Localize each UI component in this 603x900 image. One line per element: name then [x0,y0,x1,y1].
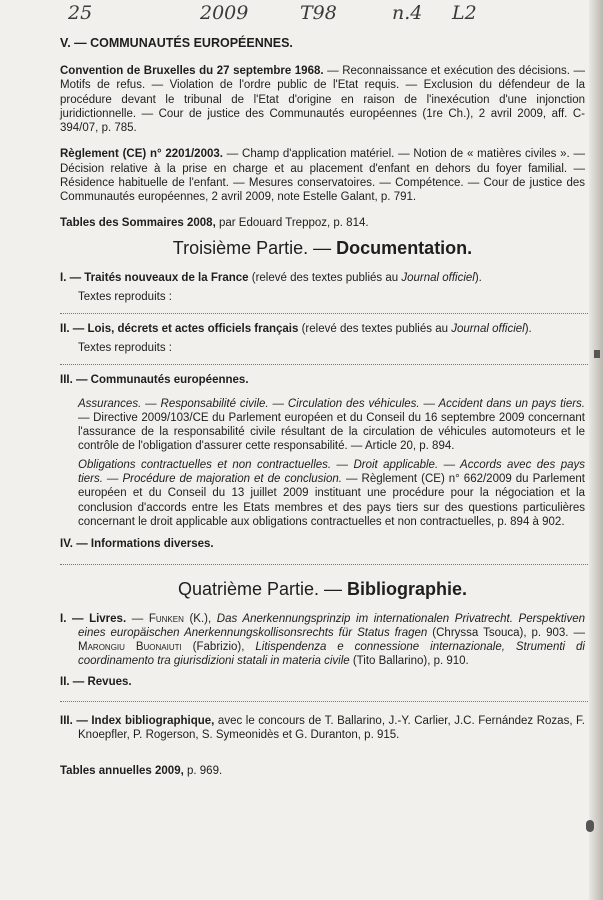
part3-i-textes: Textes reproduits : [78,290,172,303]
dotted-separator [60,564,588,565]
handwritten-note-5: L2 [452,2,477,24]
handwritten-note-2: 2009 [200,2,249,24]
part3-item-iii: III. — Communautés européennes. [60,374,249,387]
part3-item-ii: II. — Lois, décrets et actes officiels français (relevé des textes publiés au Journal officiel). [60,322,532,335]
tables-sommaires-2008: Tables des Sommaires 2008, par Edouard Treppoz, p. 814. [60,216,369,229]
part3-title: Troisième Partie. — Documentation. [172,237,473,258]
part4-item-livres: I. — Livres. — Funken (K.), Das Anerkennungsprinzip im internationalen Privatrecht. Perspektiven eines europäischen Anerkennungskollisonsrechts für Status fragen (Chryssa Tsouca), p. 903. — Marongiu Buonaiuti (Fabrizio), Litispendenza e connessione internazionale, Strumenti di coordinamento tra giurisdizioni statali in materia civile (Tito Ballarino), p. 910. [60,612,586,668]
dotted-separator [60,364,588,365]
handwritten-note-3: T98 [300,2,337,24]
part4-item-index: III. — Index bibliographique, avec le concours de T. Ballarino, J.-Y. Carlier, J.C. Fernández Rozas, F. Knoepfler, P. Rogerson, S. Symeonidès et G. Duranton, p. 915. [60,715,586,742]
tables-annuelles-2009: Tables annuelles 2009, p. 969. [60,764,223,777]
handwritten-note-1: 25 [68,2,93,24]
entry-assurances: Assurances. — Responsabilité civile. — Circulation des véhicules. — Accident dans un pays tiers. — Directive 2009/103/CE du Parlement européen et du Conseil du 16 septembre 2009 concernant l'assurance de la responsabilité civile résultant de la circulation de véhicules automoteurs et le contrôle de l'obligation d'assurer cette responsabilité. — Article 20, p. 894. [78,397,585,453]
part3-ii-textes: Textes reproduits : [78,342,172,355]
part3-item-i: I. — Traités nouveaux de la France (relevé des textes publiés au Journal officiel). [60,271,482,284]
entry-convention-bruxelles: Convention de Bruxelles du 27 septembre 1968. — Reconnaissance et exécution des décisions. — Motifs de refus. — Violation de l'ordre public de l'Etat requis. — Exclusion du défendeur de la procédure devant le tribunal de l'Etat d'origine en raison de l'inexécution d'une injonction juridictionnelle. — Cour de justice des Communautés européennes (1re Ch.), 2 avril 2009, aff. C-394/07, p. 785. [60,65,586,135]
part4-item-revues: II. — Revues. [60,675,132,688]
part3-iii-entries [78,397,585,530]
part3-item-iv: IV. — Informations diverses. [60,538,214,551]
page-content [60,32,585,786]
scan-mark-2 [586,820,594,832]
dotted-separator [60,701,588,702]
entry-reglement-2201: Règlement (CE) n° 2201/2003. — Champ d'application matériel. — Notion de « matières civiles ». — Décision relative à la prise en charge et au placement d'enfant en dehors du foyer familial. — Résidence habituelle de l'enfant. — Mesures conservatoires. — Compétence. — Cour de justice des Communautés européennes, 2 avril 2009, note Estelle Galant, p. 791. [60,148,585,204]
section-v-heading: V. — COMMUNAUTÉS EUROPÉENNES. [60,36,293,50]
dotted-separator [60,313,588,314]
page-edge-shadow [589,0,603,900]
scan-mark [594,350,600,358]
entry-obligations: Obligations contractuelles et non contractuelles. — Droit applicable. — Accords avec des pays tiers. — Procédure de majoration et de conclusion. — Règlement (CE) n° 662/2009 du Parlement européen et du Conseil du 13 juillet 2009 instituant une procédure pour la négociation et la conclusion d'accords entre les Etats membres et des pays tiers sur des questions particulières concernant le droit applicable aux obligations contractuelles et non contractuelles, p. 894 à 902. [78,458,585,528]
handwritten-note-4: n.4 [392,2,423,24]
part4-title: Quatrième Partie. — Bibliographie. [177,578,468,599]
